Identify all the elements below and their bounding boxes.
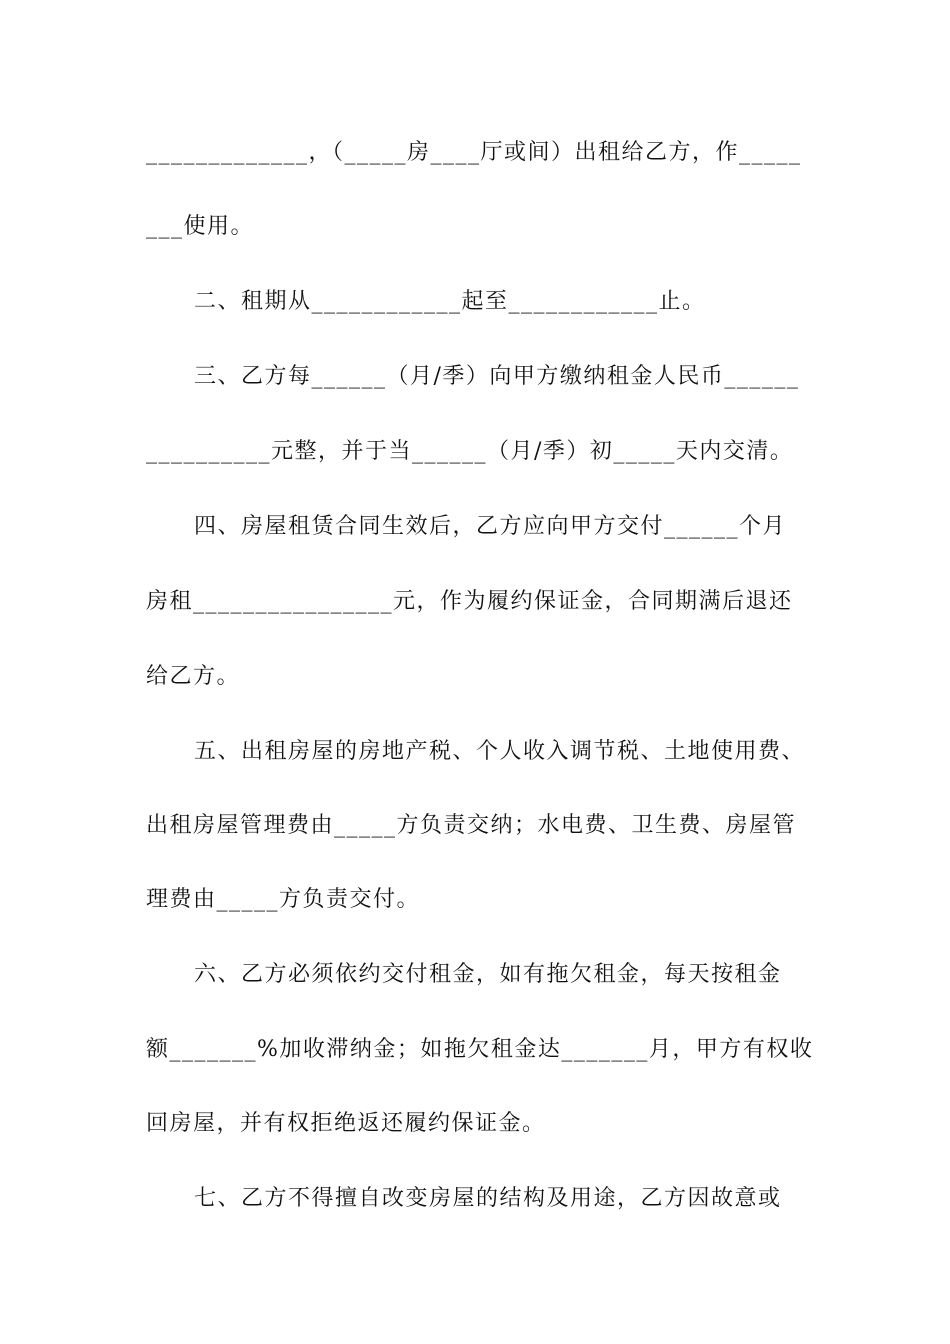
- clause-3: 三、乙方每______（月/季）向甲方缴纳租金人民币______: [194, 364, 800, 389]
- text-line: ___使用。: [146, 214, 255, 239]
- text-line: 房租________________元，作为履约保证金，合同期满后退还: [146, 589, 793, 614]
- text-line: _____________，（_____房____厅或间）出租给乙方，作_____: [146, 140, 802, 165]
- text-line: 出租房屋管理费由_____方负责交纳；水电费、卫生费、房屋管: [146, 813, 797, 838]
- clause-7: 七、乙方不得擅自改变房屋的结构及用途，乙方因故意或: [194, 1186, 782, 1211]
- text-line: __________元整，并于当______（月/季）初_____天内交清。: [146, 439, 794, 464]
- text-line: 回房屋，并有权拒绝返还履约保证金。: [146, 1111, 546, 1136]
- clause-5: 五、出租房屋的房地产税、个人收入调节税、土地使用费、: [194, 739, 806, 764]
- text-line: 给乙方。: [146, 664, 241, 689]
- text-line: 额_______%加收滞纳金；如拖欠租金达_______月，甲方有权收: [146, 1037, 814, 1062]
- clause-2: 二、租期从____________起至____________止。: [194, 289, 706, 314]
- clause-6: 六、乙方必须依约交付租金，如有拖欠租金，每天按租金: [194, 962, 782, 987]
- clause-4: 四、房屋租赁合同生效后，乙方应向甲方交付______个月: [194, 514, 787, 539]
- text-line: 理费由_____方负责交付。: [146, 887, 421, 912]
